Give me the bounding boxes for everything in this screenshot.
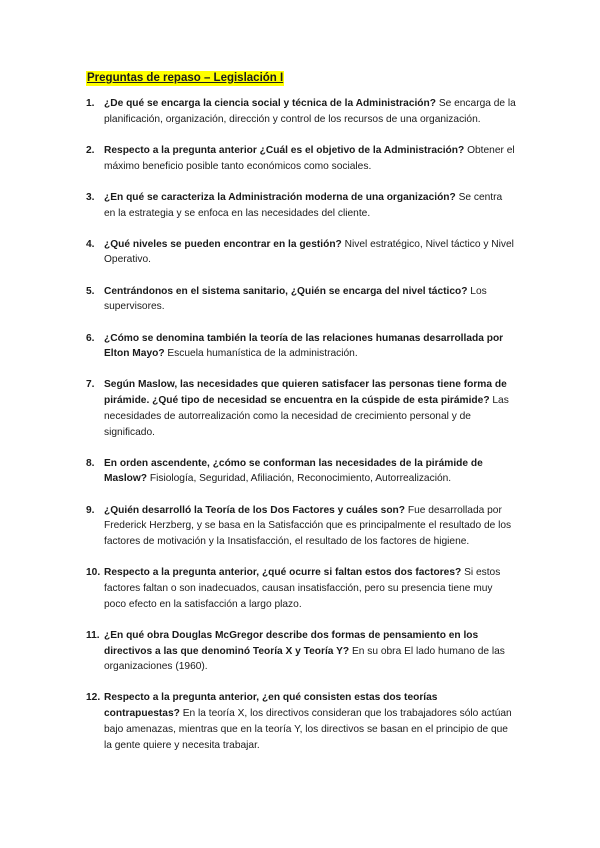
question-item-5 bbox=[86, 284, 516, 315]
question-number: 11. bbox=[86, 629, 100, 641]
answer-text: Obtener el máximo beneficio posible tanto económicos como sociales. bbox=[104, 144, 515, 172]
question-text: Respecto a la pregunta anterior, ¿en qué consisten estas dos teorías contrapuestas? bbox=[104, 692, 438, 720]
question-text: ¿En qué obra Douglas McGregor describe dos formas de pensamiento en los directivos a las que denominó Teoría X y Teoría Y? bbox=[104, 629, 479, 657]
question-item-9 bbox=[86, 503, 516, 550]
question-number: 9. bbox=[86, 504, 95, 516]
answer-text: Fisiología, Seguridad, Afiliación, Reconocimiento, Autorrealización. bbox=[149, 473, 452, 485]
question-text: ¿Cómo se denomina también la teoría de las relaciones humanas desarrollada por Elton Mayo? bbox=[104, 332, 504, 360]
question-number: 3. bbox=[86, 191, 95, 203]
question-item-11 bbox=[86, 628, 516, 675]
question-item-8 bbox=[86, 456, 516, 487]
answer-text: Los supervisores. bbox=[104, 285, 487, 313]
question-number: 6. bbox=[86, 332, 95, 344]
question-text: ¿Qué niveles se pueden encontrar en la gestión? bbox=[104, 238, 345, 250]
question-item-12 bbox=[86, 690, 516, 753]
answer-text: Se centra en la estrategia y se enfoca en las necesidades del cliente. bbox=[104, 191, 503, 219]
question-number: 7. bbox=[86, 379, 95, 391]
question-number: 5. bbox=[86, 285, 95, 297]
question-item-4 bbox=[86, 237, 516, 268]
question-text: ¿En qué se caracteriza la Administración moderna de una organización? bbox=[104, 191, 459, 203]
question-item-1 bbox=[86, 96, 516, 127]
question-text: Respecto a la pregunta anterior ¿Cuál es el objetivo de la Administración? bbox=[104, 144, 468, 156]
question-item-2 bbox=[86, 143, 516, 174]
question-text: ¿De qué se encarga la ciencia social y técnica de la Administración? bbox=[104, 98, 439, 109]
question-text: Centrándonos en el sistema sanitario, ¿Quién se encarga del nivel táctico? bbox=[104, 285, 471, 297]
question-number: 4. bbox=[86, 238, 95, 250]
question-number: 2. bbox=[86, 144, 95, 156]
answer-text: Nivel estratégico, Nivel táctico y Nivel Operativo. bbox=[104, 238, 514, 266]
question-item-6 bbox=[86, 331, 516, 362]
document-title: Preguntas de repaso – Legislación I bbox=[87, 72, 284, 84]
question-number: 1. bbox=[86, 98, 95, 109]
question-item-10 bbox=[86, 565, 516, 612]
question-number: 8. bbox=[86, 457, 95, 469]
question-text: Según Maslow, las necesidades que quieren satisfacer las personas tiene forma de pirámide. ¿Qué tipo de necesidad se encuentra en la cúspide de esta pirámide? bbox=[104, 379, 507, 407]
answer-text: En su obra El lado humano de las organizaciones (1960). bbox=[104, 645, 505, 673]
question-text: En orden ascendente, ¿cómo se conforman las necesidades de la pirámide de Maslow? bbox=[104, 457, 483, 485]
question-text: ¿Quién desarrolló la Teoría de los Dos Factores y cuáles son? bbox=[104, 504, 408, 516]
answer-text: Se encarga de la planificación, organización, dirección y control de los recursos de una organización. bbox=[104, 98, 516, 125]
answer-text: Si estos factores faltan o son inadecuados, causan insatisfacción, pero su presencia tiene muy poco efecto en la satisfacción a largo plazo. bbox=[104, 567, 501, 610]
question-text: Respecto a la pregunta anterior, ¿qué ocurre si faltan estos dos factores? bbox=[104, 567, 465, 579]
question-item-3 bbox=[86, 190, 516, 221]
answer-text: En la teoría X, los directivos consideran que los trabajadores sólo actúan bajo amenazas, mientras que en la teoría Y, los directivos se basan en el principio de que la gente quiere y necesita trabajar. bbox=[104, 708, 512, 751]
question-number: 10. bbox=[86, 567, 101, 579]
answer-text: Fue desarrollada por Frederick Herzberg, y se basa en la Satisfacción que es principalmente el resultado de los factores de motivación y la Insatisfacción, el resultado de los factores de higiene. bbox=[104, 504, 512, 548]
question-item-7 bbox=[86, 377, 516, 440]
question-number: 12. bbox=[86, 692, 101, 704]
answer-text: Las necesidades de autorrealización como la necesidad de crecimiento personal y de significado. bbox=[104, 395, 509, 438]
answer-text: Escuela humanística de la administración. bbox=[167, 348, 358, 360]
question-list bbox=[86, 96, 516, 769]
